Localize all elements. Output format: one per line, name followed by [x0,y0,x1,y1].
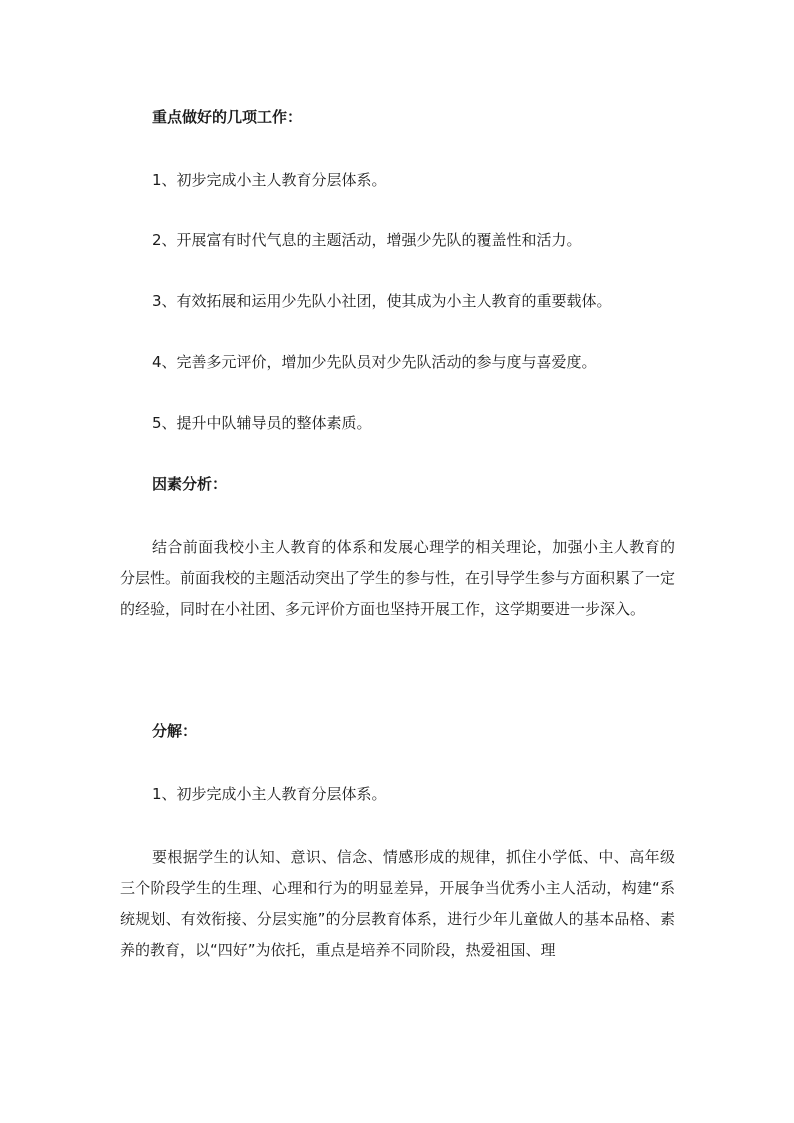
heading-analysis: 因素分析： [152,475,228,493]
key-item-5: 5、提升中队辅导员的整体素质。 [152,414,372,432]
key-item-1: 1、初步完成小主人教育分层体系。 [152,171,387,189]
key-item-4: 4、完善多元评价，增加少先队员对少先队活动的参与度与喜爱度。 [152,353,597,371]
breakdown-item-1: 1、初步完成小主人教育分层体系。 [152,785,387,803]
heading-breakdown: 分解： [152,722,198,740]
analysis-paragraph: 结合前面我校小主人教育的体系和发展心理学的相关理论，加强小主人教育的分层性。前面我校的主题活动突出了学生的参与性，在引导学生参与方面积累了一定的经验，同时在小社团、多元评价方面也坚持开展工作，这学期要进一步深入。 [120,538,676,618]
key-item-3: 3、有效拓展和运用少先队小社团，使其成为小主人教育的重要载体。 [152,292,612,310]
key-item-2: 2、开展富有时代气息的主题活动，增强少先队的覆盖性和活力。 [152,231,582,249]
heading-key-work: 重点做好的几项工作： [152,108,303,126]
breakdown-paragraph: 要根据学生的认知、意识、信念、情感形成的规律，抓住小学低、中、高年级三个阶段学生的生理、心理和行为的明显差异，开展争当优秀小主人活动，构建“系统规划、有效衔接、分层实施”的分层教育体系，进行少年儿童做人的基本品格、素养的教育，以“四好”为依托，重点是培养不同阶段，热爱祖国、理 [120,848,675,959]
